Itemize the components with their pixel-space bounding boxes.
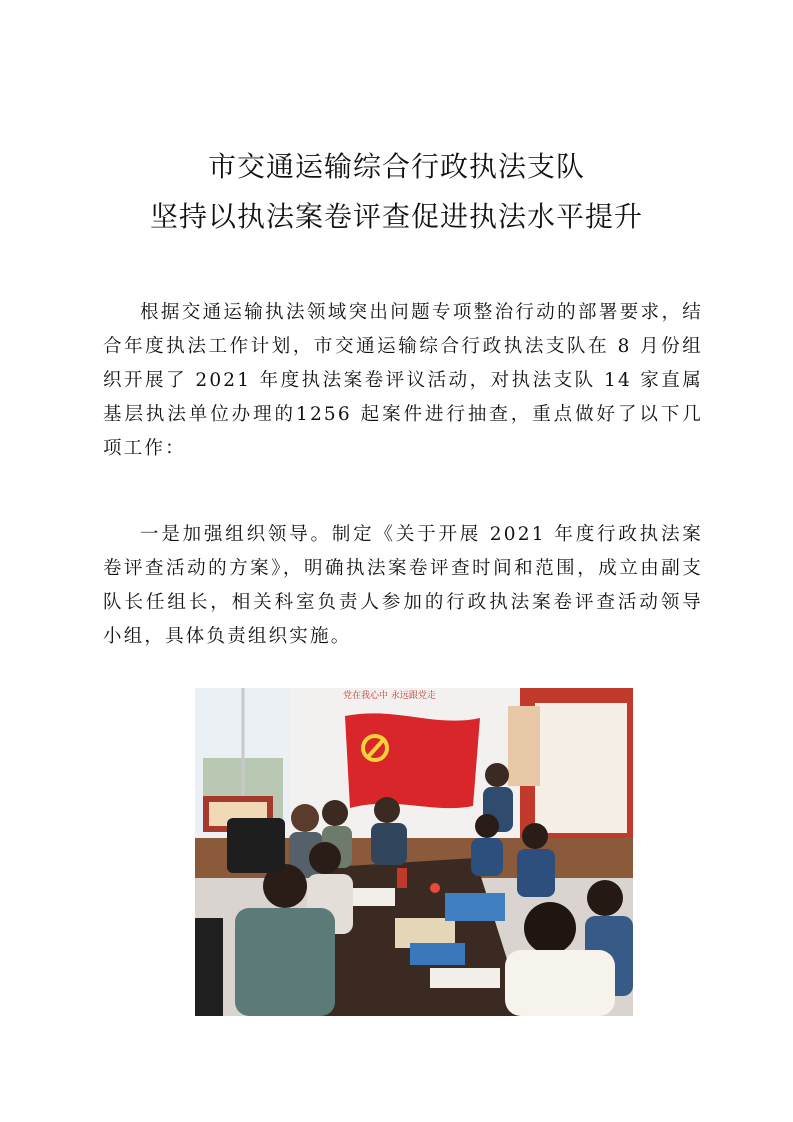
body-paragraph-2 (103, 518, 703, 654)
body-paragraph-1 (103, 296, 703, 466)
paragraph-text: 根据交通运输执法领域突出问题专项整治行动的部署要求，结合年度执法工作计划，市交通运输综合行政执法支队在 8 月份组织开展了 2021 年度执法案卷评议活动，对执法支队 14 家直属基层执法单位办理的1256 起案件进行抽查，重点做好了以下几项工作： (103, 302, 703, 459)
document-title-line1: 市交通运输综合行政执法支队 (207, 150, 585, 183)
meeting-photo (195, 688, 633, 1016)
flag-shape (345, 713, 480, 808)
wall-slogan: 党在我心中 永远跟党走 (343, 691, 436, 701)
document-title-line2: 坚持以执法案卷评查促进执法水平提升 (149, 200, 643, 233)
paragraph-text: 一是加强组织领导。制定《关于开展 2021 年度行政执法案卷评查活动的方案》，明确执法案卷评查时间和范围，成立由副支队长任组长，相关科室负责人参加的行政执法案卷评查活动领导小组，具体负责组织实施。 (103, 524, 703, 647)
